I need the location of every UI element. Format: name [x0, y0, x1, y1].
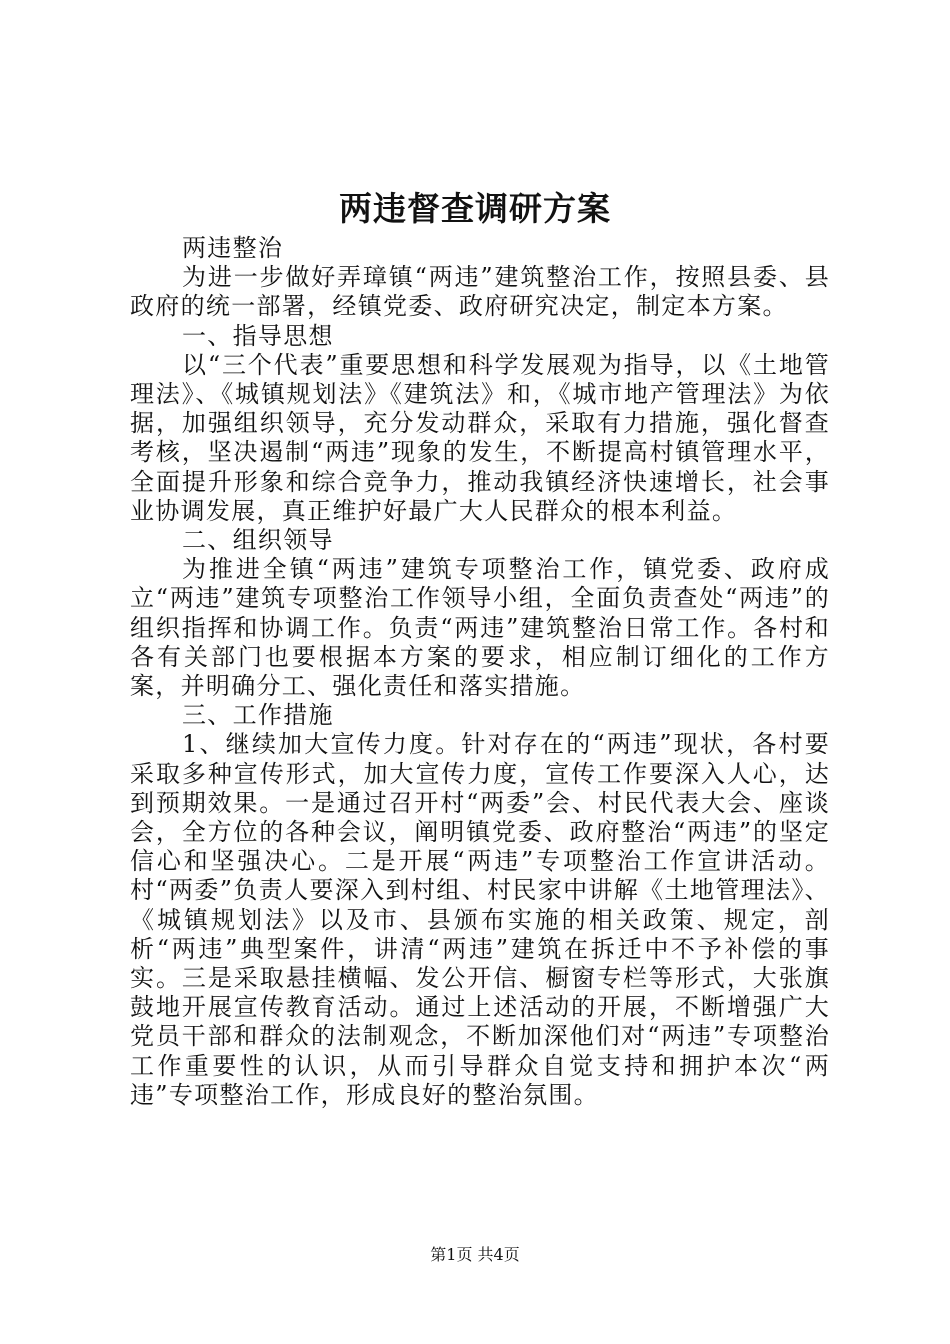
section-heading-measures: 三、工作措施 — [182, 701, 334, 730]
document-title: 两违督查调研方案 — [339, 189, 611, 228]
section-heading-organization: 二、组织领导 — [182, 526, 334, 555]
section-heading-guiding-ideology: 一、指导思想 — [182, 321, 334, 350]
page-number-footer: 第1页 共4页 — [430, 1245, 520, 1264]
measures-paragraph: 1、继续加大宣传力度。针对存在的“两违”现状，各村要采取多种宣传形式，加大宣传力度，宣传工作要深入人心，达到预期效果。一是通过召开村“两委”会、村民代表大会、座谈会，全方位的各种会议，阐明镇党委、政府整治“两违”的坚定信心和坚强决心。二是开展“两违”专项整治工作宣讲活动。村“两委”负责人要深入到村组、村民家中讲解《土地管理法》、《城镇规划法》以及市、县颁布实施的相关政策、规定，剖析“两违”典型案件，讲清“两违”建筑在拆迁中不予补偿的事实。三是采取悬挂横幅、发公开信、橱窗专栏等形式，大张旗鼓地开展宣传教育活动。通过上述活动的开展，不断增强广大党员干部和群众的法制观念，不断加深他们对“两违”专项整治工作重要性的认识，从而引导群众自觉支持和拥护本次“两违”专项整治工作，形成良好的整治氛围。 — [130, 730, 830, 1109]
section-heading-intro: 两违整治 — [182, 234, 284, 262]
guiding-ideology-paragraph: 以“三个代表”重要思想和科学发展观为指导，以《土地管理法》、《城镇规划法》《建筑法》和，《城市地产管理法》为依据，加强组织领导，充分发动群众，采取有力措施，强化督查考核，坚决遏制“两违”现象的发生，不断提高村镇管理水平，全面提升形象和综合竞争力，推动我镇经济快速增长，社会事业协调发展，真正维护好最广大人民群众的根本利益。 — [130, 350, 830, 525]
document-body — [130, 234, 830, 1110]
organization-paragraph: 为推进全镇“两违”建筑专项整治工作，镇党委、政府成立“两违”建筑专项整治工作领导小组，全面负责查处“两违”的组织指挥和协调工作。负责“两违”建筑整治日常工作。各村和各有关部门也要根据本方案的要求，相应制订细化的工作方案，并明确分工、强化责任和落实措施。 — [130, 555, 830, 701]
intro-paragraph: 为进一步做好弄璋镇“两违”建筑整治工作，按照县委、县政府的统一部署，经镇党委、政府研究决定，制定本方案。 — [130, 263, 830, 321]
